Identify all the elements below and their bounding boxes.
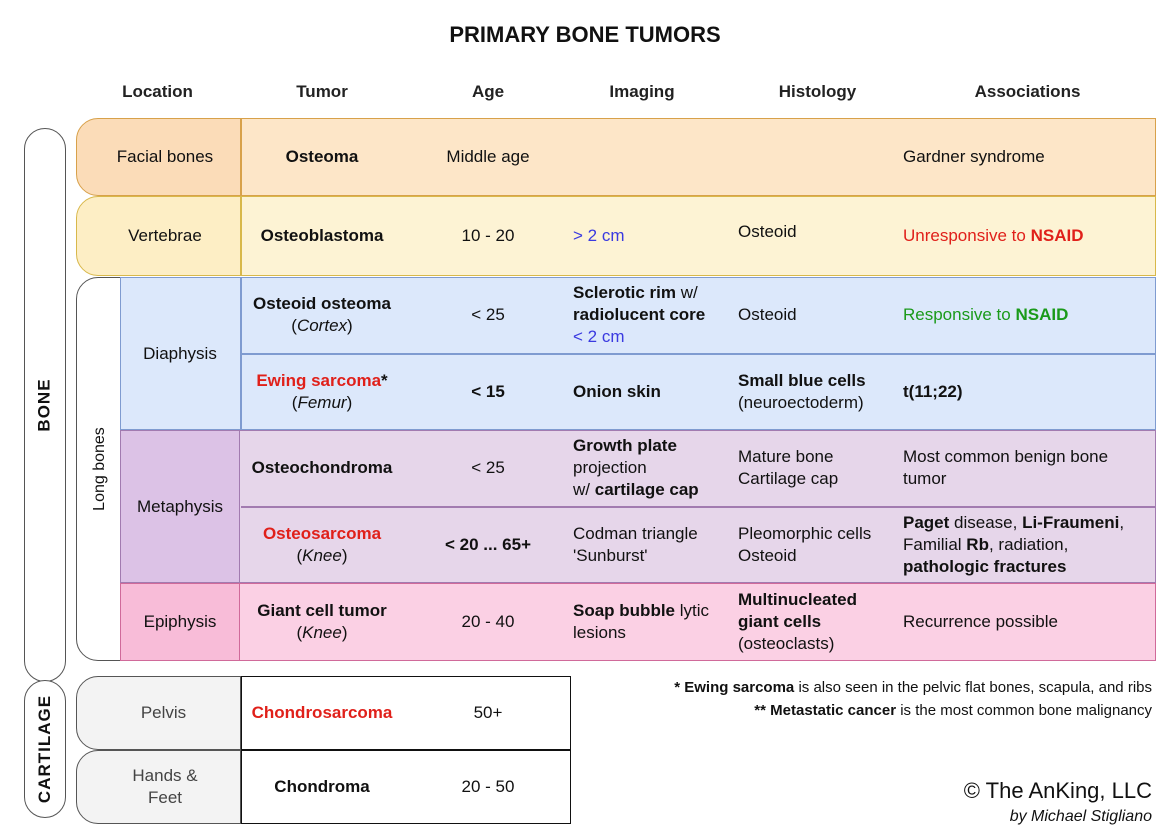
histology-text: (neuroectoderm): [738, 393, 864, 412]
footnote-text: is also seen in the pelvic flat bones, scapula, and ribs: [794, 679, 1152, 696]
imaging-text: lytic: [675, 601, 709, 620]
tumor-ewing-sarcoma: Ewing sarcoma* (Femur): [256, 371, 388, 412]
author: by Michael Stigliano: [1009, 808, 1152, 825]
age-chondroma: 20 - 50: [461, 777, 515, 796]
age-osteoblastoma: 10 - 20: [461, 226, 515, 245]
age-chondrosarcoma: 50+: [473, 703, 503, 722]
footnote-mark: *: [381, 371, 388, 390]
assoc-giant-cell: Recurrence possible: [903, 612, 1058, 631]
imaging-osteosarcoma: [573, 507, 738, 583]
age-giant-cell: 20 - 40: [461, 612, 515, 631]
header-associations: Associations: [974, 82, 1081, 101]
assoc-osteosarcoma: [903, 507, 1156, 583]
imaging-ewing-sarcoma: Onion skin: [573, 382, 661, 401]
age-ewing-sarcoma: < 15: [471, 382, 505, 401]
tumor-osteoblastoma: Osteoblastoma: [260, 226, 384, 245]
imaging-osteochondroma: [573, 430, 738, 506]
tumor-name: Ewing sarcoma: [256, 371, 382, 390]
histology-ewing-sarcoma: [738, 354, 903, 430]
page-title: PRIMARY BONE TUMORS: [449, 22, 721, 47]
assoc-text: Responsive to: [903, 305, 1016, 324]
footnote-mark: *: [674, 679, 685, 696]
tumor-osteochondroma: Osteochondroma: [251, 458, 393, 477]
assoc-text: disease,: [949, 513, 1023, 532]
histology-giant-cell: [738, 583, 898, 661]
group-long-bones-label: Long bones: [90, 427, 108, 511]
histology-osteoid-osteoma: Osteoid: [738, 305, 797, 324]
imaging-bold: Sclerotic rim: [573, 283, 676, 302]
footnote-bold: Ewing sarcoma: [684, 679, 795, 696]
assoc-osteochondroma: Most common benign bone tumor: [903, 447, 1109, 488]
assoc-bold: Li-Fraumeni: [1022, 513, 1120, 532]
location-facial-bones: Facial bones: [116, 147, 214, 166]
assoc-osteoma: Gardner syndrome: [903, 147, 1045, 166]
footnote-ewing: [580, 679, 1152, 696]
imaging-giant-cell: [573, 583, 738, 661]
header-imaging: Imaging: [609, 82, 675, 101]
histology-osteosarcoma: [738, 507, 903, 583]
tumor-giant-cell: Giant cell tumor (Knee): [257, 601, 387, 642]
tumor-site: Knee: [302, 546, 342, 565]
assoc-text: Familial: [903, 535, 967, 554]
group-bone: [24, 128, 66, 682]
imaging-text: w/: [573, 480, 595, 499]
imaging-osteoblastoma: > 2 cm: [573, 226, 625, 245]
imaging-osteoid-osteoma: [573, 277, 738, 353]
assoc-osteoid-osteoma: [903, 277, 1153, 353]
location-text: Hands &: [132, 766, 198, 785]
assoc-nsaid: NSAID: [1015, 305, 1069, 324]
imaging-bold: radiolucent core: [573, 305, 706, 324]
tumor-name: Osteosarcoma: [262, 524, 382, 543]
assoc-text: Unresponsive to: [903, 226, 1031, 245]
histology-osteoblastoma: Osteoid: [738, 222, 797, 241]
header-tumor: Tumor: [296, 82, 348, 101]
tumor-site: Femur: [297, 393, 347, 412]
histology-text: Pleomorphic cells: [738, 524, 872, 543]
histology-osteochondroma: [738, 430, 898, 506]
age-osteochondroma: < 25: [471, 458, 505, 477]
imaging-bold: cartilage cap: [594, 480, 699, 499]
imaging-size: < 2 cm: [573, 327, 625, 346]
tumor-name: Giant cell tumor: [257, 601, 387, 620]
tumor-osteoid-osteoma: Osteoid osteoma (Cortex): [253, 294, 391, 335]
location-pelvis: Pelvis: [140, 703, 187, 722]
imaging-bold: Growth plate: [573, 436, 677, 455]
tumor-osteoma: Osteoma: [285, 147, 359, 166]
assoc-text: , radiation,: [988, 535, 1069, 554]
assoc-osteoblastoma: [903, 196, 1153, 276]
footnote-bold: Metastatic cancer: [770, 702, 897, 719]
tumor-chondroma: Chondroma: [274, 777, 370, 796]
location-text: Feet: [147, 788, 183, 807]
location-hands-feet: [90, 750, 240, 824]
imaging-text: 'Sunburst': [573, 546, 648, 565]
location-diaphysis: Diaphysis: [143, 343, 217, 363]
histology-text: Cartilage cap: [738, 469, 839, 488]
age-osteoma: Middle age: [446, 147, 530, 166]
footnote-mark: **: [754, 702, 771, 719]
header-age: Age: [471, 82, 505, 101]
histology-bold: giant cells: [738, 612, 822, 631]
copyright: © The AnKing, LLC: [963, 778, 1152, 803]
histology-bold: Multinucleated: [738, 590, 858, 609]
assoc-bold: Paget: [903, 513, 950, 532]
assoc-nsaid: NSAID: [1030, 226, 1084, 245]
tumor-name: Osteoid osteoma: [253, 294, 391, 313]
group-cartilage-label: CARTILAGE: [35, 694, 55, 804]
assoc-bold: pathologic fractures: [903, 557, 1067, 576]
age-osteoid-osteoma: < 25: [471, 305, 505, 324]
imaging-bold: Soap bubble: [573, 601, 675, 620]
histology-text: (osteoclasts): [738, 634, 835, 653]
age-osteosarcoma: < 20 ... 65+: [444, 535, 531, 554]
tumor-osteosarcoma: Osteosarcoma (Knee): [262, 524, 382, 565]
header-location: Location: [122, 82, 193, 101]
tumor-site: Cortex: [296, 316, 348, 335]
imaging-text: Codman triangle: [573, 524, 698, 543]
assoc-text: ,: [1119, 513, 1125, 532]
footnote-text: is the most common bone malignancy: [896, 702, 1152, 719]
imaging-text: w/: [676, 283, 698, 302]
imaging-text: projection: [573, 458, 647, 477]
location-vertebrae: Vertebrae: [128, 226, 202, 245]
location-metaphysis: Metaphysis: [137, 496, 223, 516]
group-cartilage: [24, 680, 66, 818]
tumor-chondrosarcoma: Chondrosarcoma: [251, 703, 393, 722]
location-epiphysis: Epiphysis: [143, 612, 217, 631]
histology-text: Mature bone: [738, 447, 834, 466]
assoc-bold: Rb: [966, 535, 989, 554]
footnote-metastatic: [580, 702, 1152, 719]
tumor-site: Knee: [302, 623, 342, 642]
histology-bold: Small blue cells: [738, 371, 866, 390]
assoc-ewing-sarcoma: t(11;22): [903, 382, 963, 401]
header-histology: Histology: [778, 82, 857, 101]
histology-text: Osteoid: [738, 546, 797, 565]
imaging-text: lesions: [573, 623, 626, 642]
group-bone-label: BONE: [35, 378, 54, 432]
